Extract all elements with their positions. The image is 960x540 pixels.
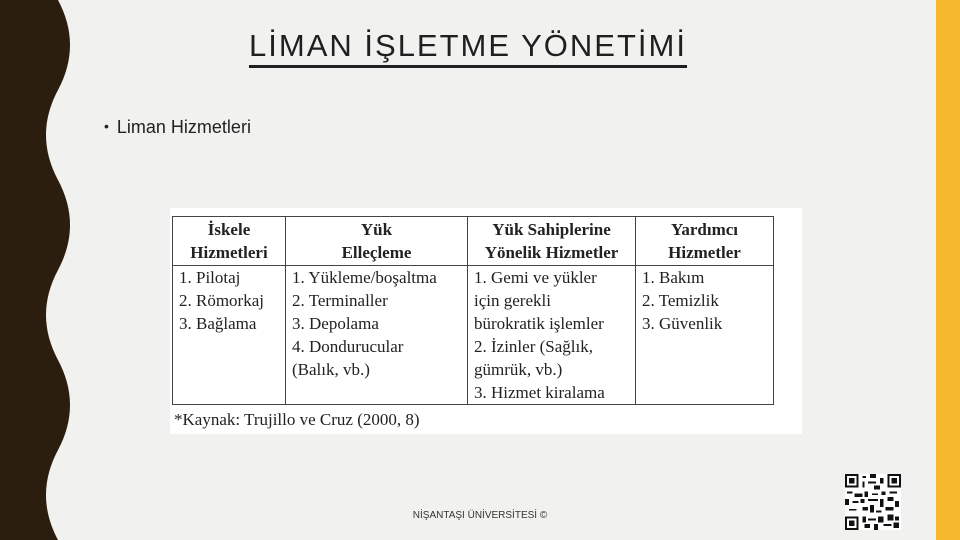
footer-text: NİŞANTAŞI ÜNİVERSİTESİ © <box>412 510 548 521</box>
right-accent-band <box>936 0 960 540</box>
port-services-table-figure <box>170 208 802 434</box>
bullet-dot: • <box>104 118 109 134</box>
table-cell: 1. Yükleme/boşaltma 2. Terminaller 3. Depolama 4. Dondurucular (Balık, vb.) <box>286 266 468 405</box>
left-decorative-band <box>0 0 80 540</box>
table-header-row <box>173 217 774 266</box>
table-header-cell: Yük Sahiplerine Yönelik Hizmetler <box>468 217 636 266</box>
qr-code-icon <box>844 474 902 530</box>
table-cell: 1. Pilotaj 2. Römorkaj 3. Bağlama <box>173 266 286 405</box>
bullet-text: Liman Hizmetleri <box>116 117 251 137</box>
table-cell: 1. Bakım 2. Temizlik 3. Güvenlik <box>636 266 774 405</box>
table-source-caption: *Kaynak: Trujillo ve Cruz (2000, 8) <box>174 410 420 429</box>
table-header-cell: İskele Hizmetleri <box>173 217 286 266</box>
table-header-cell: Yük Elleçleme <box>286 217 468 266</box>
slide-title: LİMAN İŞLETME YÖNETİMİ <box>0 28 936 64</box>
port-services-table <box>172 216 774 405</box>
table-cell: 1. Gemi ve yükler için gerekli bürokratik işlemler 2. İzinler (Sağlık, gümrük, vb.) 3. Hizmet kiralama <box>468 266 636 405</box>
bullet-item <box>104 117 251 138</box>
table-row <box>173 266 774 405</box>
table-header-cell: Yardımcı Hizmetler <box>636 217 774 266</box>
